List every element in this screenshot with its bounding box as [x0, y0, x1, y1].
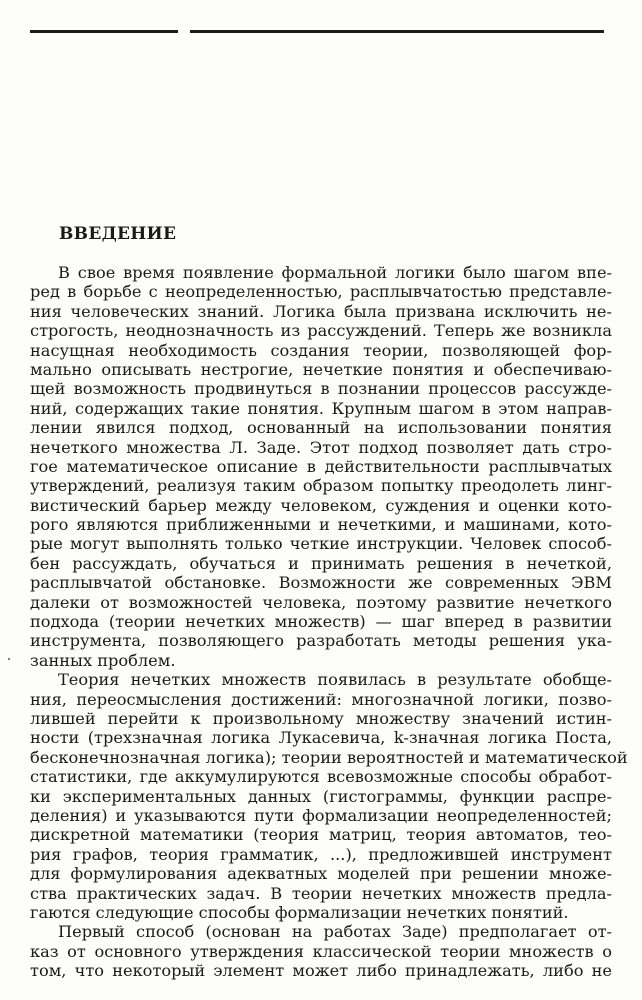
text-line: Теория нечетких множеств появилась в результате обобще-	[58, 670, 612, 690]
text-line: мально описывать нестрогие, нечеткие понятия и обеспечиваю-	[30, 359, 612, 379]
text-line: ки экспериментальных данных (гистограммы, функции распре-	[30, 786, 612, 806]
text-line: строгость, неоднозначность из рассуждений. Теперь же возникла	[30, 321, 612, 341]
header-rule-left	[30, 30, 178, 33]
text-line: лении явился подход, основанный на использовании понятия	[30, 418, 612, 438]
text-line: щей возможность продвинуться в познании процессов рассужде-	[30, 379, 612, 399]
text-line: инструмента, позволяющего разработать методы решения ука-	[30, 631, 612, 651]
text-line: ства практических задач. В теории нечетких множеств предла-	[30, 883, 612, 903]
text-line: ред в борьбе с неопределенностью, расплывчатостью представле-	[30, 282, 612, 302]
section-heading: ВВЕДЕНИЕ	[59, 224, 177, 244]
text-line: том, что некоторый элемент может либо принадлежать, либо не	[30, 961, 612, 981]
text-line: занных проблем.	[30, 650, 176, 670]
margin-mark	[8, 658, 10, 660]
header-rule-right	[190, 30, 604, 33]
text-line: расплывчатой обстановке. Возможности же современных ЭВМ	[30, 573, 612, 593]
text-line: насущная необходимость создания теории, позволяющей фор-	[30, 340, 612, 360]
text-line: утверждений, реализуя таким образом попытку преодолеть линг-	[30, 476, 612, 496]
text-line: каз от основного утверждения классической теории множеств о	[30, 941, 612, 961]
text-line: гое математическое описание в действительности расплывчатых	[30, 456, 612, 476]
text-line: ния, переосмысления достижений: многозначной логики, позво-	[30, 689, 612, 709]
text-line: для формулирования адекватных моделей при решении множе-	[30, 864, 612, 884]
body-text	[30, 263, 628, 981]
text-line: рия графов, теория грамматик, ...), предложившей инструмент	[30, 844, 612, 864]
text-line: лившей перейти к произвольному множеству значений истин-	[30, 708, 612, 728]
text-line: нечеткого множества Л. Заде. Этот подход позволяет дать стро-	[30, 437, 612, 457]
text-line: дискретной математики (теория матриц, теория автоматов, тео-	[30, 825, 612, 845]
text-line: ния человеческих знаний. Логика была призвана исключить не-	[30, 301, 612, 321]
text-line: бесконечнозначная логика); теории вероятностей и математической	[30, 747, 628, 767]
text-line: ний, содержащих такие понятия. Крупным шагом в этом направ-	[30, 398, 612, 418]
text-line: рые могут выполнять только четкие инструкции. Человек способ-	[30, 534, 612, 554]
text-line: ности (трехзначная логика Лукасевича, k-значная логика Поста,	[30, 728, 612, 748]
text-line: Первый способ (основан на работах Заде) предполагает от-	[58, 922, 612, 942]
text-line: далеки от возможностей человека, поэтому развитие нечеткого	[30, 592, 612, 612]
text-line: В свое время появление формальной логики было шагом впе-	[58, 263, 612, 282]
text-line: рого являются приближенными и нечеткими, и машинами, кото-	[30, 515, 612, 535]
text-line: статистики, где аккумулируются всевозможные способы обработ-	[30, 767, 612, 787]
text-line: деления) и указываются пути формализации неопределенностей;	[30, 805, 612, 825]
text-line: гаются следующие способы формализации нечетких понятий.	[30, 902, 569, 922]
text-line: подхода (теории нечетких множеств) — шаг вперед в развитии	[30, 612, 612, 632]
text-line: вистический барьер между человеком, суждения и оценки кото-	[30, 495, 612, 515]
text-line: бен рассуждать, обучаться и принимать решения в нечеткой,	[30, 553, 612, 573]
